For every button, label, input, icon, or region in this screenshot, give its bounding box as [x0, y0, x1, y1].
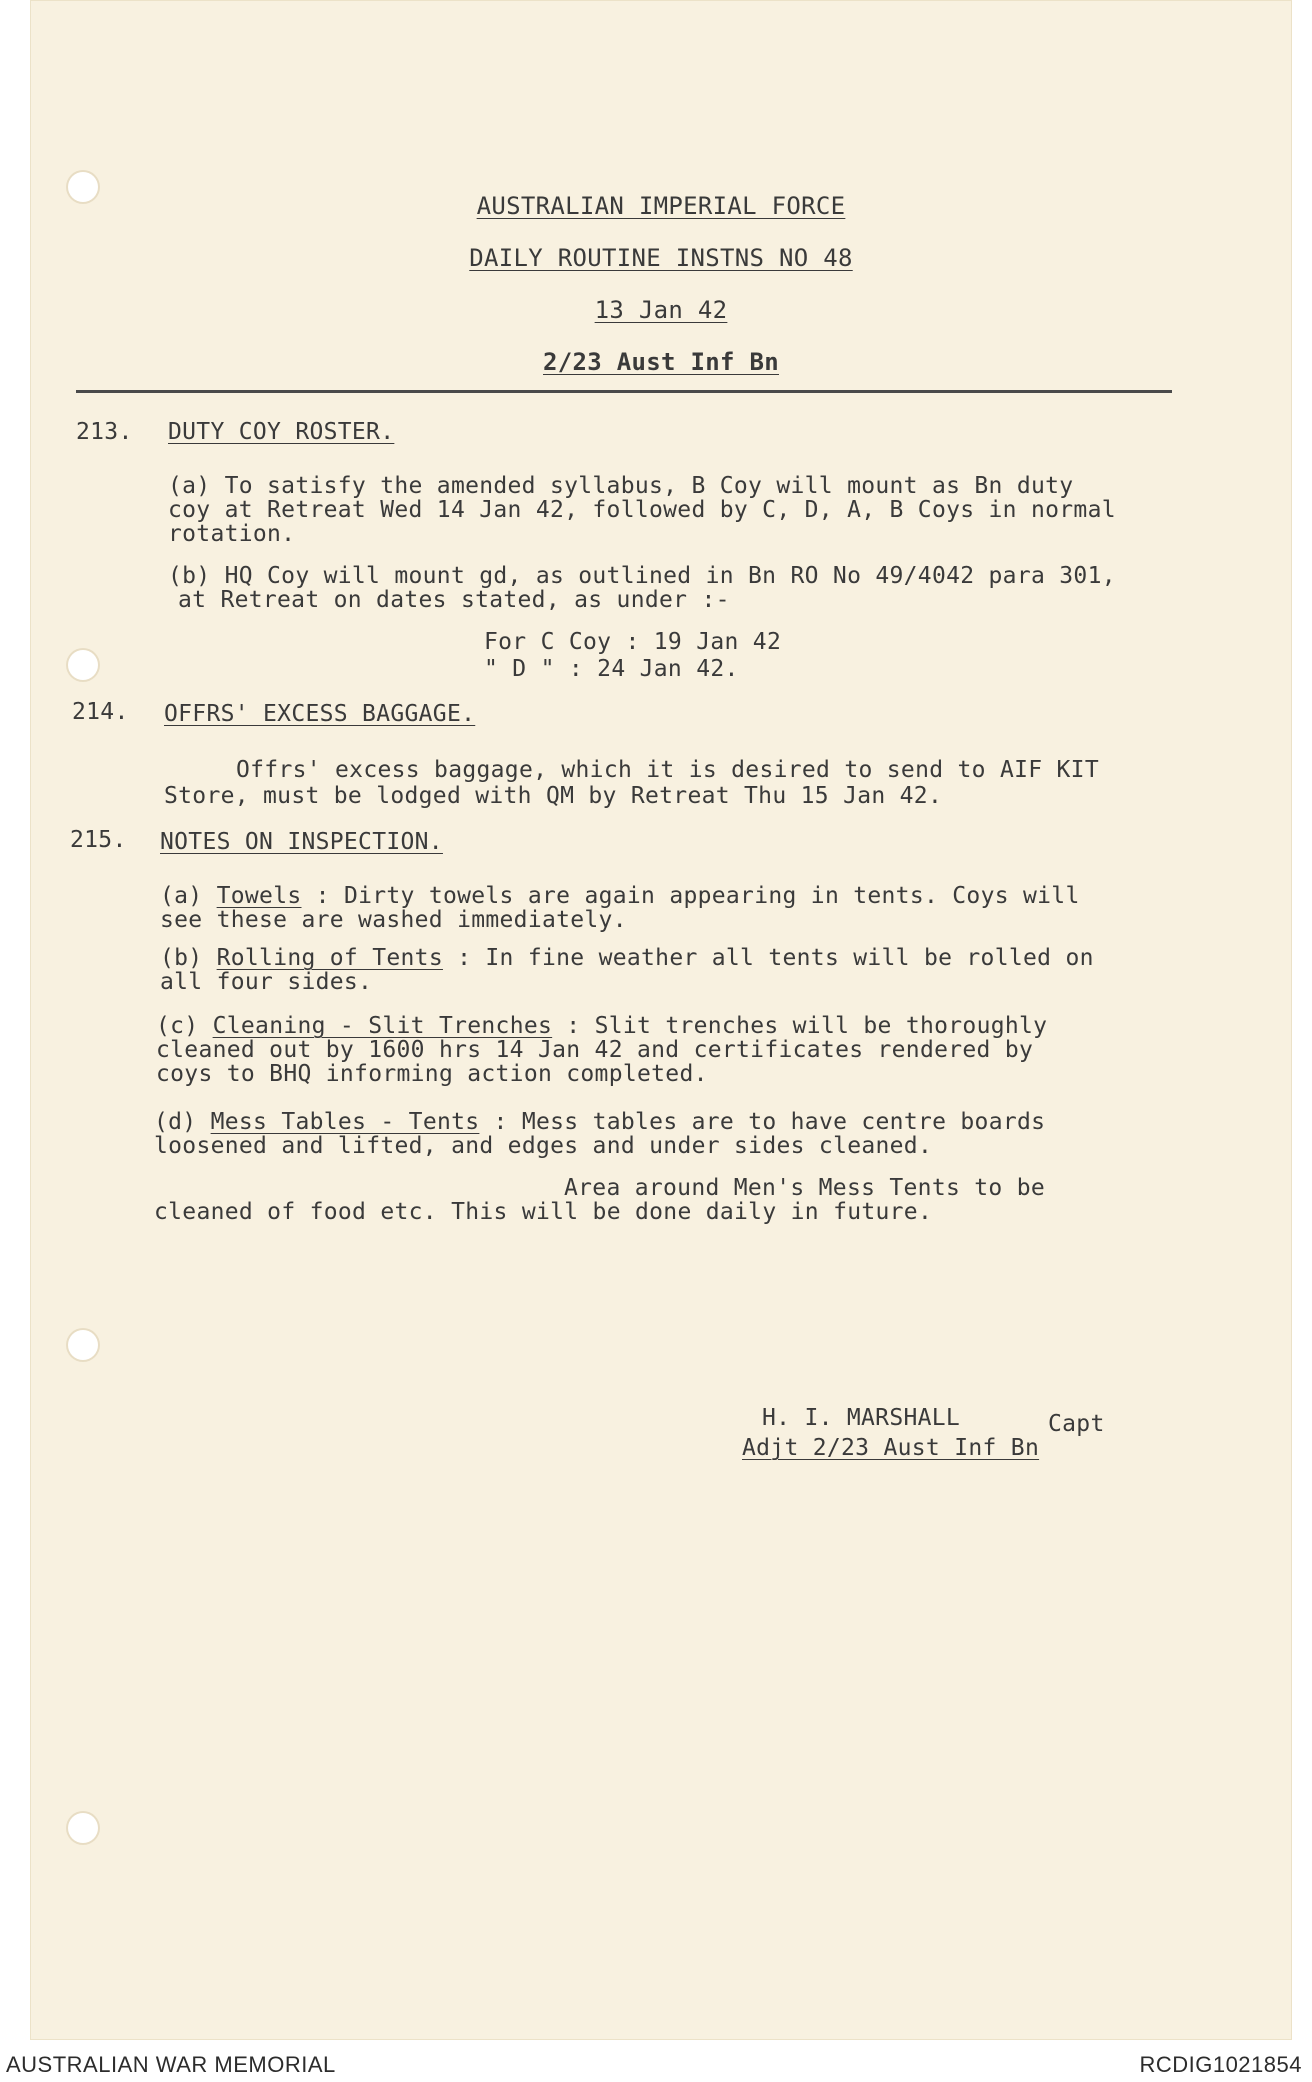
paragraph-line: Store, must be lodged with QM by Retreat Thu 15 Jan 42. — [164, 783, 943, 809]
signature-appointment: Adjt 2/23 Aust Inf Bn — [742, 1435, 1040, 1461]
subparagraph: (a) Towels : Dirty towels are again appearing in tents. Coys will — [160, 883, 1080, 909]
item-title: DUTY COY ROSTER. — [168, 419, 395, 445]
punch-hole — [68, 1813, 98, 1843]
item-number: 215. — [70, 827, 127, 853]
subparagraph: (b) Rolling of Tents : In fine weather all tents will be rolled on — [160, 945, 1094, 971]
paragraph-line: (a) To satisfy the amended syllabus, B Coy will mount as Bn duty — [168, 473, 1074, 499]
paragraph-line: rotation. — [168, 521, 296, 547]
paragraph-line: loosened and lifted, and edges and under sides cleaned. — [154, 1133, 933, 1159]
paragraph-line: coys to BHQ informing action completed. — [156, 1061, 708, 1087]
header-date: 13 Jan 42 — [594, 296, 728, 324]
paragraph-line: Area around Men's Mess Tents to be — [564, 1175, 1046, 1201]
item-title: OFFRS' EXCESS BAGGAGE. — [164, 701, 476, 727]
schedule-line: " D " : 24 Jan 42. — [484, 656, 739, 682]
subparagraph: (c) Cleaning - Slit Trenches : Slit trenches will be thoroughly — [156, 1013, 1048, 1039]
signature-name: H. I. MARSHALL — [762, 1405, 961, 1431]
paragraph-line: cleaned of food etc. This will be done daily in future. — [154, 1199, 933, 1225]
paragraph-line: at Retreat on dates stated, as under :- — [178, 587, 730, 613]
header-rule — [76, 390, 1172, 393]
schedule-line: For C Coy : 19 Jan 42 — [484, 629, 782, 655]
paragraph-line: coy at Retreat Wed 14 Jan 42, followed by C, D, A, B Coys in normal — [168, 497, 1116, 523]
punch-hole — [68, 650, 98, 680]
paragraph-line: (b) HQ Coy will mount gd, as outlined in Bn RO No 49/4042 para 301, — [168, 563, 1116, 589]
header-unit: 2/23 Aust Inf Bn — [543, 348, 779, 376]
item-number: 214. — [72, 699, 129, 725]
paragraph-line: see these are washed immediately. — [160, 907, 627, 933]
archive-footer — [0, 2048, 1312, 2082]
header-force: AUSTRALIAN IMPERIAL FORCE — [476, 192, 846, 220]
header-title: DAILY ROUTINE INSTNS NO 48 — [469, 244, 853, 272]
item-title: NOTES ON INSPECTION. — [160, 829, 443, 855]
subparagraph: (d) Mess Tables - Tents : Mess tables are to have centre boards — [154, 1109, 1046, 1135]
document-page — [30, 0, 1292, 2040]
signature-rank: Capt — [1048, 1411, 1105, 1437]
item-number: 213. — [76, 419, 133, 445]
paragraph-line: Offrs' excess baggage, which it is desired to send to AIF KIT — [236, 757, 1099, 783]
punch-hole — [68, 1330, 98, 1360]
archive-name: AUSTRALIAN WAR MEMORIAL — [6, 2052, 336, 2077]
paragraph-line: all four sides. — [160, 969, 373, 995]
archive-reference: RCDIG1021854 — [1139, 2052, 1302, 2077]
paragraph-line: cleaned out by 1600 hrs 14 Jan 42 and certificates rendered by — [156, 1037, 1034, 1063]
